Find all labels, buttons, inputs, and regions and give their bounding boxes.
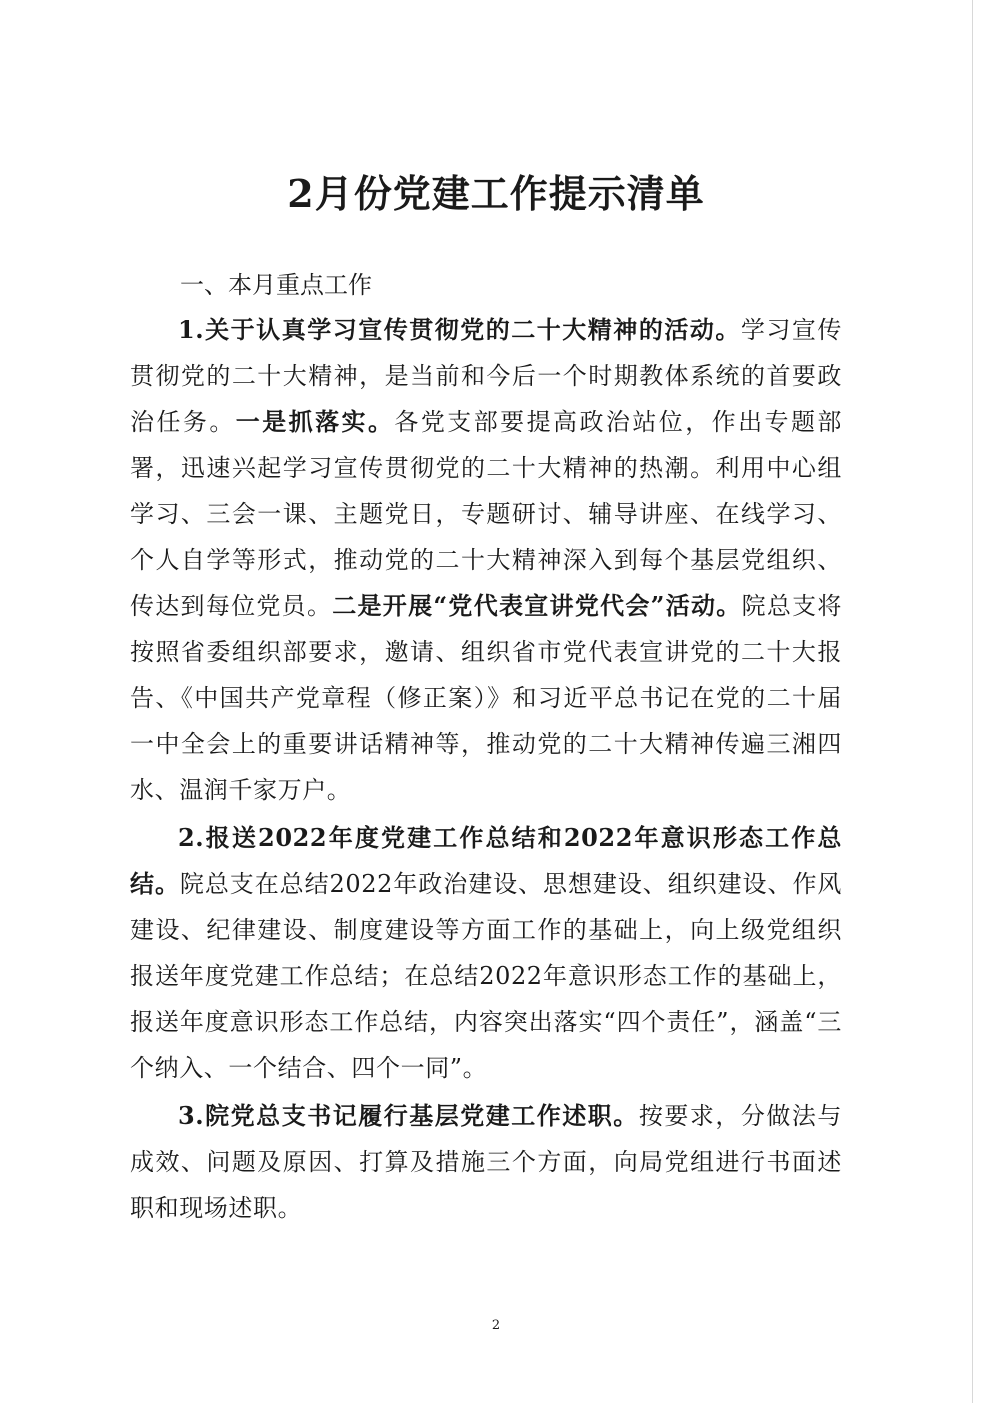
- page-number: 2: [491, 1318, 501, 1333]
- item-2-paragraph: [130, 815, 842, 1091]
- item-2-heading: 2.报送2022年度党建工作总结和2022年意识形态工作总结。: [130, 823, 842, 898]
- item-1-heading: 1.关于认真学习宣传贯彻党的二十大精神的活动。: [178, 315, 741, 344]
- section-heading: 一、本月重点工作: [180, 271, 372, 299]
- document-title: 2月份党建工作提示清单: [287, 171, 705, 216]
- item-1-text-3: 院总支将按照省委组织部要求，邀请、组织省市党代表宣讲党的二十大报告、《中国共产党章程（修正案）》和习近平总书记在党的二十届一中全会上的重要讲话精神等，推动党的二十大精神传遍三湘四水、温润千家万户。: [130, 592, 842, 804]
- item-1-subheading-2: 二是开展“党代表宣讲党代会”活动。: [332, 591, 742, 620]
- item-3-paragraph: [130, 1093, 842, 1231]
- item-1-paragraph: [130, 307, 842, 813]
- item-2-text: 院总支在总结2022年政治建设、思想建设、组织建设、作风建设、纪律建设、制度建设等方面工作的基础上，向上级党组织报送年度党建工作总结；在总结2022年意识形态工作的基础上，报送年度意识形态工作总结，内容突出落实“四个责任”，涵盖“三个纳入、一个结合、四个一同”。: [130, 870, 842, 1082]
- item-1-text: 学习宣传贯彻党的二十大精神，是当前和今后一个时期教体系统的首要政治任务。: [130, 316, 842, 436]
- document-body: [130, 307, 842, 1231]
- item-1-subheading-1: 一是抓落实。: [235, 407, 395, 436]
- item-1-text-2: 各党支部要提高政治站位，作出专题部署，迅速兴起学习宣传贯彻党的二十大精神的热潮。利用中心组学习、三会一课、主题党日，专题研讨、辅导讲座、在线学习、个人自学等形式，推动党的二十大精神深入到每个基层党组织、传达到每位党员。: [130, 408, 843, 620]
- item-3-text: 按要求，分做法与成效、问题及原因、打算及措施三个方面，向局党组进行书面述职和现场述职。: [130, 1102, 842, 1222]
- item-3-heading: 3.院党总支书记履行基层党建工作述职。: [178, 1101, 639, 1130]
